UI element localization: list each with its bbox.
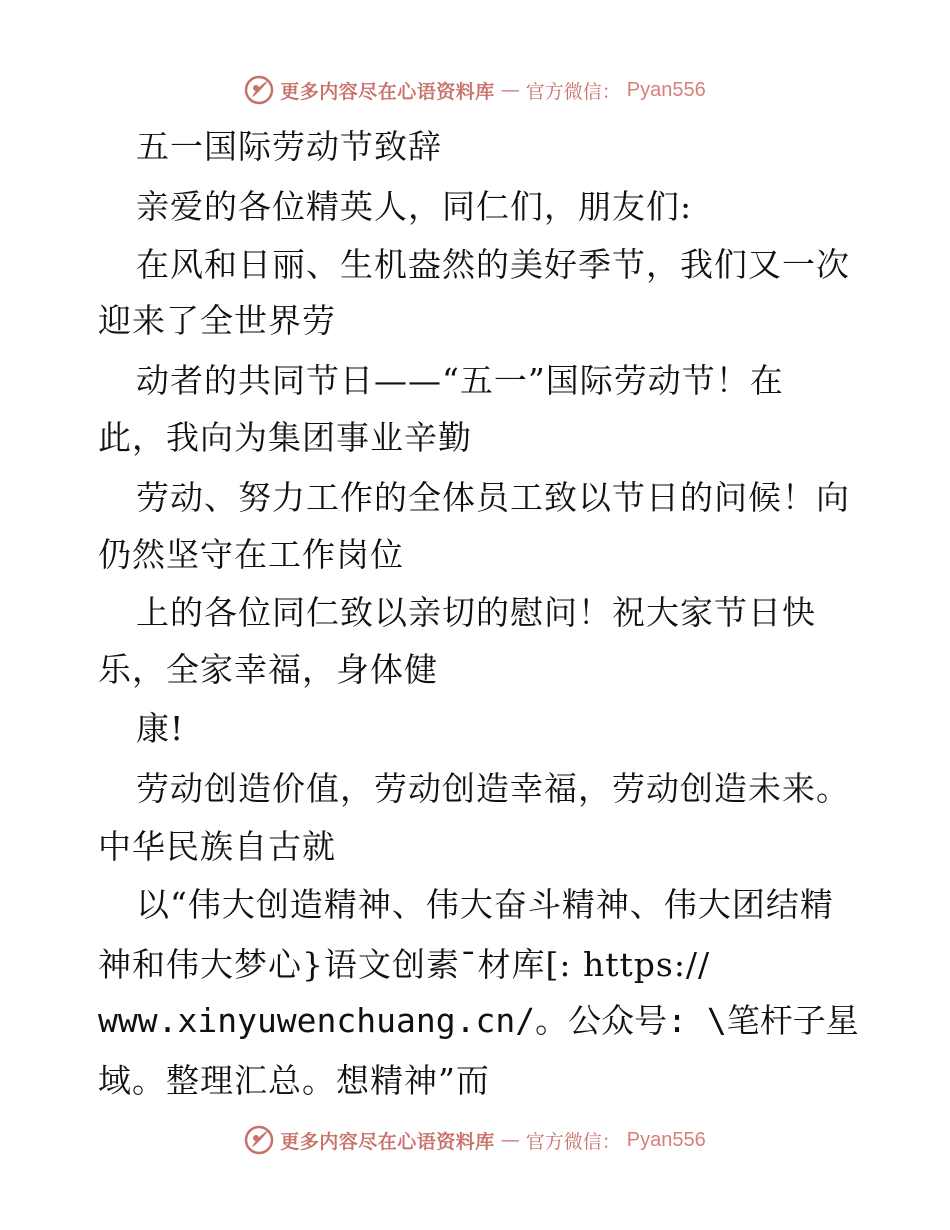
footer-official-label: 官方微信： (525, 1130, 621, 1153)
footer-brand-text: 更多内容尽在心语资料库 (280, 1130, 495, 1153)
text-line: 中华民族自古就 (98, 827, 336, 866)
text-line: 迎来了全世界劳 (98, 301, 336, 340)
quill-logo-icon (244, 1125, 274, 1155)
document-title: 五一国际劳动节致辞 (136, 127, 442, 166)
text-line: 亲爱的各位精英人，同仁们，朋友们: (136, 187, 693, 226)
header-watermark (0, 70, 950, 110)
text-line: 劳动创造价值，劳动创造幸福，劳动创造未来。 (136, 769, 850, 808)
header-dash: — (500, 79, 520, 101)
footer-wechat-handle: Pyan556 (626, 1128, 706, 1151)
quill-logo-icon (244, 75, 274, 105)
text-line: 域。整理汇总。想精神”而 (98, 1061, 490, 1100)
text-line: 仍然坚守在工作岗位 (98, 535, 404, 574)
header-official-label: 官方微信： (525, 80, 621, 103)
header-brand-text: 更多内容尽在心语资料库 (280, 80, 495, 103)
text-line: 此，我向为集团事业辛勤 (98, 418, 472, 457)
text-line: 以“伟大创造精神、伟大奋斗精神、伟大团结精 (136, 885, 834, 924)
text-line: 在风和日丽、生机盎然的美好季节，我们又一次 (136, 245, 850, 284)
text-line: 康! (136, 709, 185, 748)
header-wechat-handle: Pyan556 (626, 78, 706, 101)
text-line: 乐，全家幸福，身体健 (98, 650, 438, 689)
text-line: 上的各位同仁致以亲切的慰问！祝大家节日快 (136, 593, 816, 632)
text-line: 神和伟大梦心}语文创素¯材库[: https:// (98, 945, 711, 984)
footer-watermark (0, 1120, 950, 1160)
text-line: 动者的共同节日——“五一”国际劳动节！在 (136, 361, 784, 400)
footer-dash: — (500, 1129, 520, 1151)
text-line: www.xinyuwenchuang.cn/。公众号: \笔杆子星 (98, 1001, 859, 1040)
text-line: 劳动、努力工作的全体员工致以节日的问候！向 (136, 478, 850, 517)
